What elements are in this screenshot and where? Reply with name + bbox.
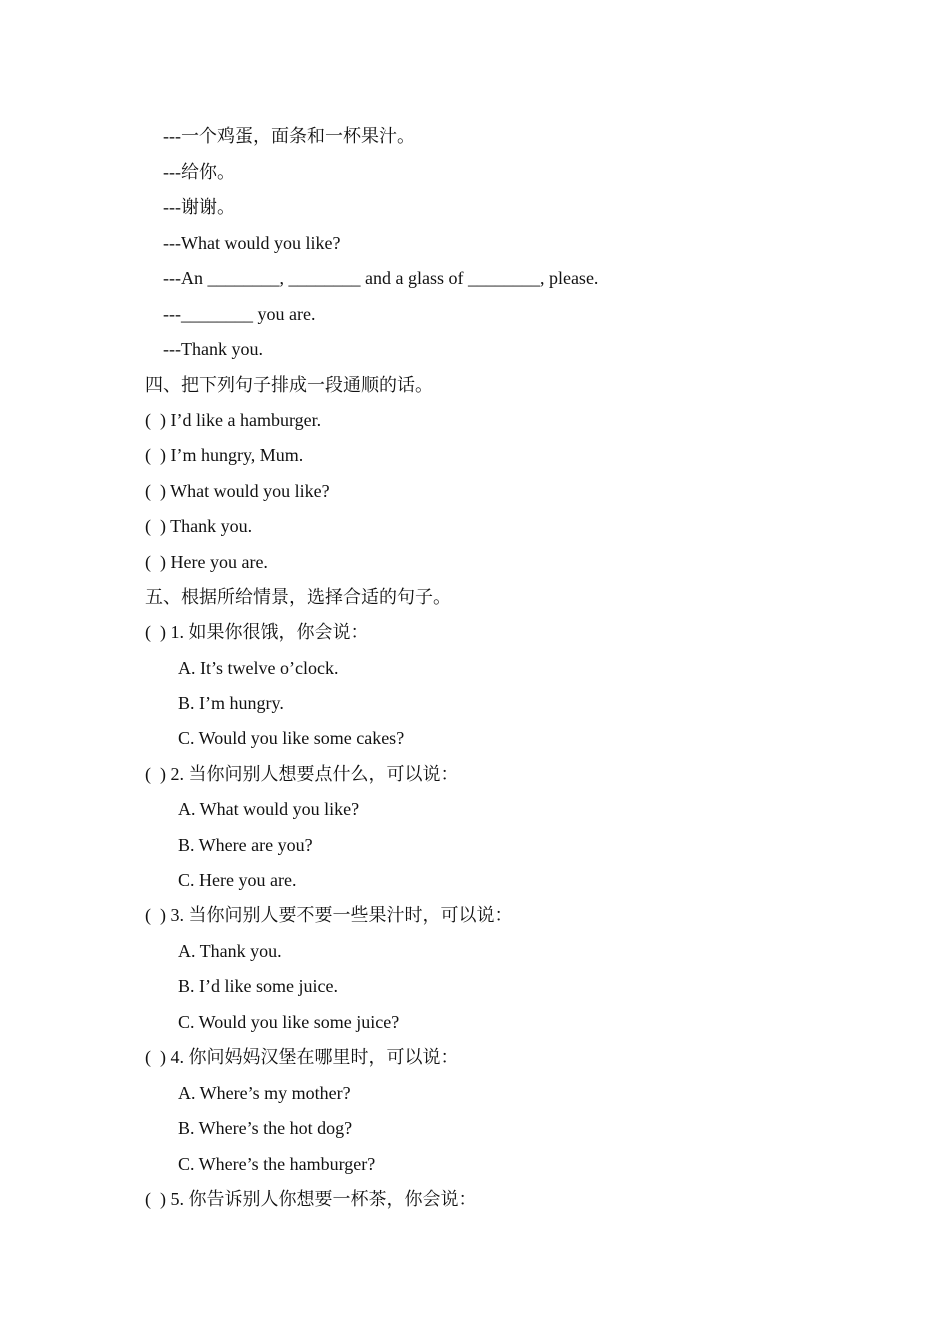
question-2-option-a: A. What would you like? bbox=[178, 799, 360, 819]
question-3-option-c: C. Would you like some juice? bbox=[178, 1012, 400, 1032]
question-3-option-b: B. I’d like some juice. bbox=[178, 976, 338, 996]
question-5-prompt: ( ) 5. 你告诉别人你想要一杯茶，你会说： bbox=[145, 1189, 477, 1209]
dialogue-line-4: ---What would you like? bbox=[163, 233, 341, 253]
question-4-option-c: C. Where’s the hamburger? bbox=[178, 1154, 376, 1174]
question-2-option-b: B. Where are you? bbox=[178, 835, 313, 855]
question-3-option-a: A. Thank you. bbox=[178, 941, 282, 961]
dialogue-line-6: ---________ you are. bbox=[163, 304, 316, 324]
question-3-prompt: ( ) 3. 当你问别人要不要一些果汁时，可以说： bbox=[145, 905, 513, 925]
question-1-option-a: A. It’s twelve o’clock. bbox=[178, 658, 339, 678]
question-1-option-b: B. I’m hungry. bbox=[178, 693, 284, 713]
ordering-item-2: ( ) I’m hungry, Mum. bbox=[145, 445, 304, 465]
dialogue-line-1: ---一个鸡蛋，面条和一杯果汁。 bbox=[163, 126, 415, 146]
question-2-option-c: C. Here you are. bbox=[178, 870, 297, 890]
question-4-option-a: A. Where’s my mother? bbox=[178, 1083, 351, 1103]
dialogue-line-5: ---An ________, ________ and a glass of ________, please. bbox=[163, 268, 599, 288]
ordering-item-5: ( ) Here you are. bbox=[145, 552, 268, 572]
ordering-item-1: ( ) I’d like a hamburger. bbox=[145, 410, 322, 430]
section-5-heading: 五、根据所给情景，选择合适的句子。 bbox=[145, 587, 451, 607]
question-1-option-c: C. Would you like some cakes? bbox=[178, 728, 405, 748]
dialogue-line-3: ---谢谢。 bbox=[163, 197, 235, 217]
section-4-heading: 四、把下列句子排成一段通顺的话。 bbox=[145, 375, 433, 395]
question-4-prompt: ( ) 4. 你问妈妈汉堡在哪里时，可以说： bbox=[145, 1047, 459, 1067]
dialogue-line-2: ---给你。 bbox=[163, 162, 235, 182]
question-1-prompt: ( ) 1. 如果你很饿，你会说： bbox=[145, 622, 369, 642]
ordering-item-4: ( ) Thank you. bbox=[145, 516, 253, 536]
question-4-option-b: B. Where’s the hot dog? bbox=[178, 1118, 353, 1138]
dialogue-line-7: ---Thank you. bbox=[163, 339, 263, 359]
ordering-item-3: ( ) What would you like? bbox=[145, 481, 330, 501]
question-2-prompt: ( ) 2. 当你问别人想要点什么，可以说： bbox=[145, 764, 459, 784]
